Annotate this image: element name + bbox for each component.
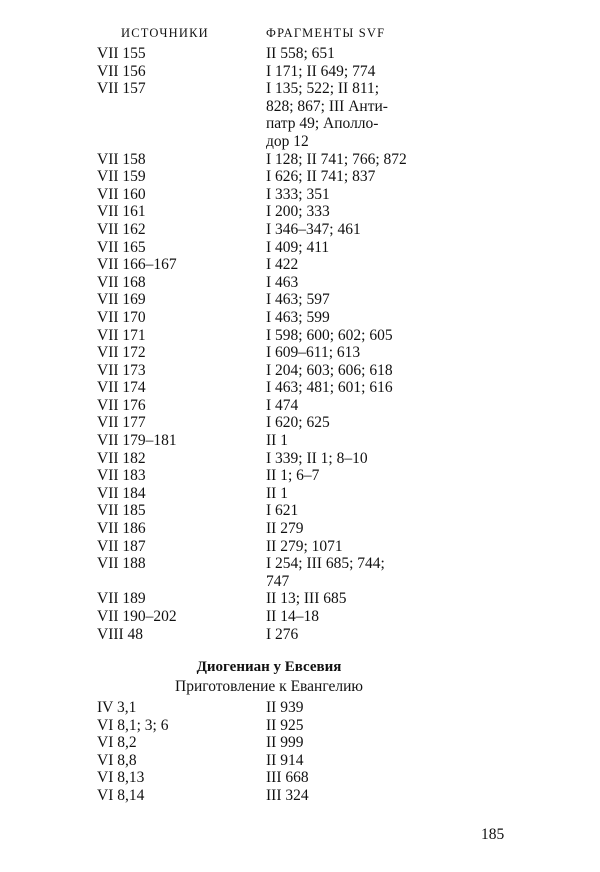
source-reference: VII 186: [97, 520, 146, 538]
source-reference: VII 177: [97, 414, 146, 432]
table-row: [97, 717, 437, 735]
source-reference: VI 8,2: [97, 734, 137, 752]
fragment-references: III 324: [266, 786, 309, 804]
fragment-references: I 463; 599: [266, 308, 330, 326]
source-reference: VII 190–202: [97, 608, 177, 625]
fragment-references: II 14–18: [266, 608, 319, 625]
table-row: [97, 151, 457, 169]
fragment-references: I 620; 625: [266, 414, 330, 432]
source-reference: VII 158: [97, 150, 146, 168]
source-reference: VI 8,8: [97, 751, 137, 769]
source-reference: VII 156: [97, 62, 146, 80]
source-reference: VII 179–181: [97, 432, 177, 450]
fragment-references: I 135; 522; II 811; 828; 867; III Анти- патр 49; Аполло- дор 12: [266, 80, 388, 150]
fragment-references: I 339; II 1; 8–10: [266, 449, 368, 467]
table-row: [97, 752, 437, 770]
page-number: 185: [481, 826, 505, 843]
table-row: [97, 769, 437, 787]
fragment-references: I 254; III 685; 744; 747: [266, 555, 385, 590]
source-reference: VII 157: [97, 80, 146, 98]
fragment-references: I 474: [266, 396, 299, 414]
fragment-references: I 463; 597: [266, 291, 330, 309]
source-reference: VII 165: [97, 238, 146, 256]
source-reference: VIII 48: [97, 625, 144, 643]
fragment-references: I 409; 411: [266, 238, 330, 256]
fragment-references: I 463; 481; 601; 616: [266, 379, 393, 397]
fragments-column-header: ФРАГМЕНТЫ SVF: [266, 26, 386, 40]
table-row: [97, 203, 457, 221]
source-reference: VII 162: [97, 220, 146, 238]
table-row: [97, 787, 437, 805]
source-reference: VII 168: [97, 273, 146, 291]
table-row: [97, 168, 457, 186]
source-reference: VII 187: [97, 537, 146, 555]
table-row: [97, 379, 457, 397]
fragment-references: I 346–347; 461: [266, 220, 361, 238]
table-row: [97, 555, 457, 590]
table-row: [97, 186, 457, 204]
table-row: [97, 502, 457, 520]
table-row: [97, 608, 457, 626]
source-reference: IV 3,1: [97, 699, 137, 716]
source-reference: VII 176: [97, 396, 146, 414]
source-reference: VII 174: [97, 379, 146, 397]
fragment-references: I 621: [266, 502, 299, 520]
source-reference: VII 155: [97, 45, 146, 62]
section-title: Диогениан у Евсевия: [196, 659, 342, 675]
table-row: [97, 221, 457, 239]
source-reference: VII 172: [97, 344, 146, 362]
source-reference: VII 161: [97, 203, 146, 221]
table-row: [97, 734, 437, 752]
source-reference: VII 188: [97, 555, 146, 573]
fragment-references: II 999: [266, 734, 304, 752]
fragment-references: II 1: [266, 484, 288, 502]
fragment-references: I 463: [266, 273, 299, 291]
sources-fragments-table: [97, 45, 457, 643]
source-reference: VII 159: [97, 168, 146, 186]
source-reference: VII 170: [97, 308, 146, 326]
fragment-references: I 626; II 741; 837: [266, 168, 376, 186]
source-reference: VII 160: [97, 185, 146, 203]
fragment-references: II 279: [266, 520, 304, 538]
table-row: [97, 397, 457, 415]
sources-column-header: ИСТОЧНИКИ: [121, 26, 209, 40]
fragment-references: II 1: [266, 432, 288, 450]
table-row: [97, 414, 457, 432]
source-reference: VII 166–167: [97, 256, 177, 274]
fragment-references: II 1; 6–7: [266, 467, 320, 485]
table-row: [97, 485, 457, 503]
table-row: [97, 467, 457, 485]
table-row: [97, 344, 457, 362]
table-row: [97, 45, 457, 63]
table-row: [97, 256, 457, 274]
fragment-references: I 276: [266, 625, 299, 643]
fragment-references: I 171; II 649; 774: [266, 62, 376, 80]
fragment-references: II 925: [266, 716, 304, 734]
table-row: [97, 362, 457, 380]
fragment-references: I 128; II 741; 766; 872: [266, 150, 407, 168]
table-row: [97, 63, 457, 81]
source-reference: VI 8,14: [97, 786, 145, 804]
table-row: [97, 538, 457, 556]
fragment-references: II 914: [266, 751, 304, 769]
source-reference: VII 171: [97, 326, 146, 344]
section-subtitle: Приготовление к Евангелию: [175, 678, 363, 695]
table-row: [97, 239, 457, 257]
source-reference: VI 8,1; 3; 6: [97, 716, 169, 734]
source-reference: VII 182: [97, 449, 146, 467]
table-row: [97, 450, 457, 468]
table-row: [97, 274, 457, 292]
fragment-references: II 13; III 685: [266, 590, 347, 608]
table-row: [97, 626, 457, 644]
fragment-references: III 668: [266, 769, 309, 787]
source-reference: VII 183: [97, 467, 146, 485]
source-reference: VI 8,13: [97, 769, 145, 787]
table-row: [97, 80, 457, 150]
fragment-references: I 333; 351: [266, 185, 330, 203]
table-row: [97, 520, 457, 538]
table-row: [97, 309, 457, 327]
source-reference: VII 169: [97, 291, 146, 309]
fragment-references: I 200; 333: [266, 203, 330, 221]
table-row: [97, 699, 437, 717]
table-row: [97, 432, 457, 450]
table-row: [97, 327, 457, 345]
fragment-references: II 279; 1071: [266, 537, 343, 555]
fragment-references: II 558; 651: [266, 45, 335, 62]
source-reference: VII 189: [97, 590, 146, 608]
fragment-references: I 609–611; 613: [266, 344, 361, 362]
fragment-references: II 939: [266, 699, 304, 716]
table-row: [97, 291, 457, 309]
table-row: [97, 590, 457, 608]
source-reference: VII 173: [97, 361, 146, 379]
fragment-references: I 204; 603; 606; 618: [266, 361, 393, 379]
fragment-references: I 422: [266, 256, 299, 274]
fragment-references: I 598; 600; 602; 605: [266, 326, 393, 344]
source-reference: VII 185: [97, 502, 146, 520]
source-reference: VII 184: [97, 484, 146, 502]
section-table: [97, 699, 437, 805]
